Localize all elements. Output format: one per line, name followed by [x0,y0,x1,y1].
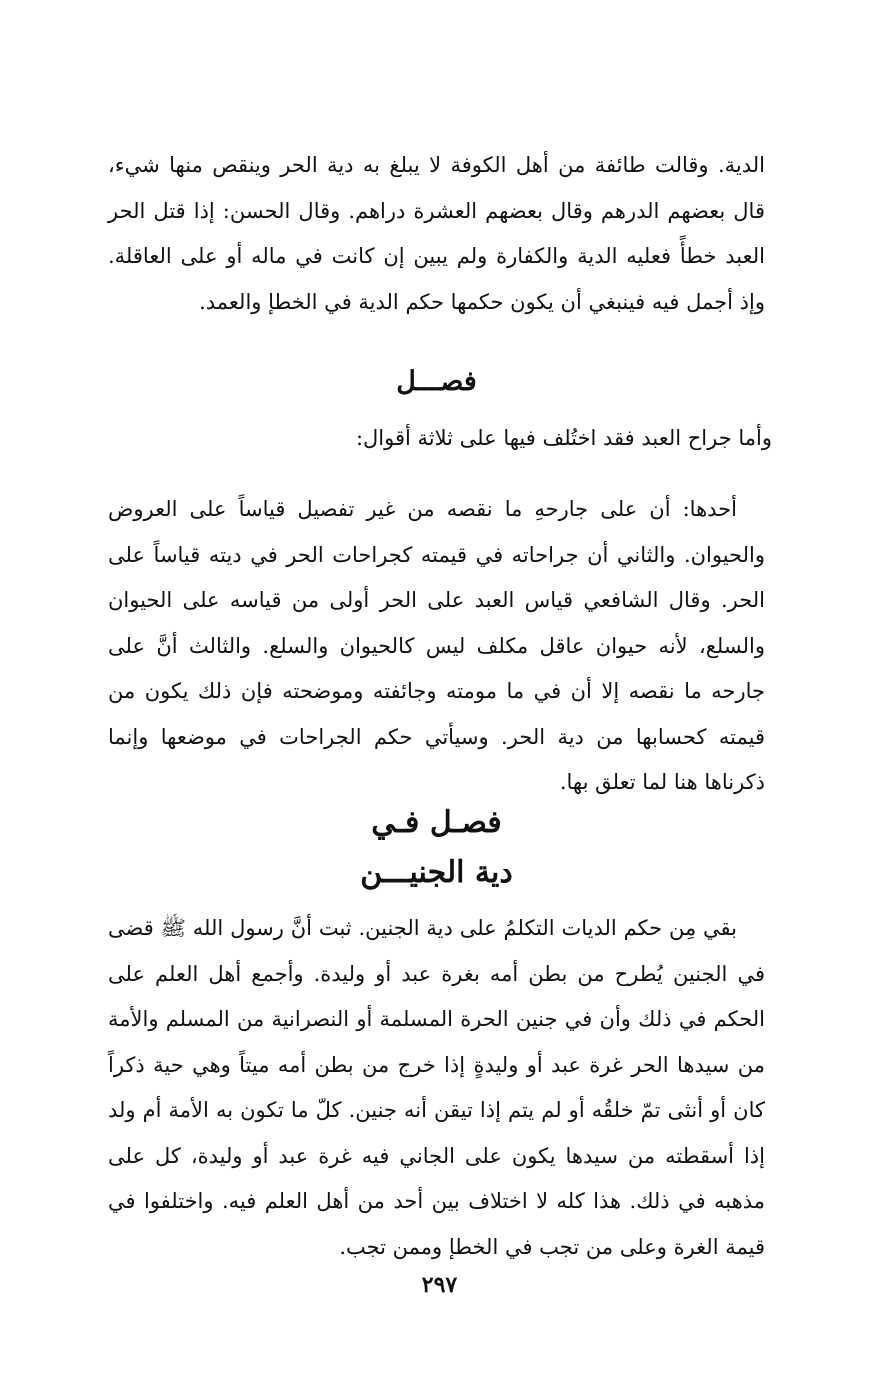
paragraph-fetus-ruling: بقي مِن حكم الديات التكلمُ على دية الجنين. ثبت أنَّ رسول الله ﷺ قضى في الجنين يُطرح من بطن أمه بغرة عبد أو وليدة. وأجمع أهل العلم على الحكم في ذلك وأن في جنين الحرة المسلمة أو النصرانية من المسلم والأمة من سيدها الحر غرة عبد أو وليدةٍ إذا خرج من بطن أمه ميتاً وهي حية ذكراً كان أو أنثى تمّ خلقُه أو لم يتم إذا تيقن أنه جنين. كلّ ما تكون به الأمة أم ولد إذا أسقطته من سيدها يكون على الجاني فيه غرة عبد أو وليدة، كل على مذهبه في ذلك. هذا كله لا اختلاف بين أحد من أهل العلم فيه. واختلفوا في قيمة الغرة وعلى من تجب في الخطإ وممن تجب. [108,916,765,1259]
section-heading-fetus-blood-money: دية الجنيـــن [360,855,513,890]
section-heading-fasl-fi: فصـل فـي [371,805,502,840]
paragraph-three-opinions: أحدها: أن على جارحهِ ما نقصه من غير تفصيل قياساً على العروض والحيوان. والثاني أن جراحاته في قيمته كجراحات الحر في ديته قياساً على الحر. وقال الشافعي قياس العبد على الحر أولى من قياسه على الحيوان والسلع، لأنه حيوان عاقل مكلف ليس كالحيوان والسلع. والثالث أنَّ على جارحه ما نقصه إلا أن في ما مومته وجائفته وموضحته فإن ذلك يكون من قيمته كحسابها من دية الحر. وسيأتي حكم الجراحات في موضعها وإنما ذكرناها هنا لما تعلق بها. [108,497,765,794]
paragraph-blood-money-opinions: الدية. وقالت طائفة من أهل الكوفة لا يبلغ به دية الحر وينقص منها شيء، قال بعضهم الدرهم وقال بعضهم العشرة دراهم. وقال الحسن: إذا قتل الحر العبد خطأً فعليه الدية والكفارة ولم يبين إن كانت في ماله أو على العاقلة. وإذ أجمل فيه فينبغي أن يكون حكمها حكم الدية في الخطإ والعمد. [108,153,765,314]
section-heading-fasl: فصـــل [396,366,477,397]
intro-slave-wounds: وأما جراح العبد فقد اختُلف فيها على ثلاثة أقوال: [355,426,772,450]
page-number: ٢٩٧ [421,1272,458,1298]
